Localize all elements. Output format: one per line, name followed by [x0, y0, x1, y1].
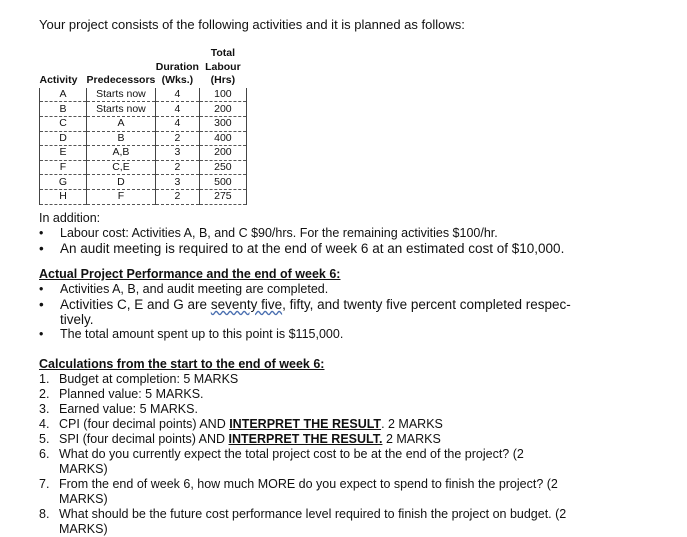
- actual-bullet-percent: [39, 297, 571, 327]
- table-row: [40, 189, 247, 204]
- percent-text-wavy: seventy five: [210, 297, 283, 312]
- duration-cell: 3: [155, 146, 199, 161]
- addition-bullet-audit: • An audit meeting is required to at the end of week 6 at an estimated cost of $10,000.: [39, 241, 564, 256]
- duration-cell: 2: [155, 160, 199, 175]
- header-row-3: [40, 74, 247, 88]
- calc-item: 5. SPI (four decimal points) AND INTERPRET THE RESULT. 2 MARKS: [39, 432, 441, 446]
- labour-header-mid: Labour: [205, 60, 241, 73]
- labour-header-bottom: (Hrs): [210, 74, 236, 87]
- labour-cell: 275: [199, 189, 246, 204]
- calc-item: 8. What should be the future cost performance level required to finish the project on budget. (2 MARKS): [39, 507, 567, 536]
- predecessor-cell: Starts now: [87, 88, 156, 102]
- addition-heading: In addition:: [39, 211, 101, 225]
- percent-text-cont: tively.: [60, 312, 94, 327]
- labour-cell: 200: [199, 146, 246, 161]
- calc-item: 2. Planned value: 5 MARKS.: [39, 387, 204, 401]
- table-row: [40, 116, 247, 131]
- actual-bullet-completed: • Activities A, B, and audit meeting are completed.: [39, 282, 571, 297]
- predecessor-cell: A: [87, 116, 156, 131]
- labour-cell: 100: [199, 88, 246, 102]
- predecessor-cell: B: [87, 131, 156, 146]
- predecessor-cell: F: [87, 189, 156, 204]
- table-row: [40, 175, 247, 190]
- duration-cell: 2: [155, 131, 199, 146]
- calc-item: 6. What do you currently expect the total project cost to be at the end of the project? (2 MARKS): [39, 447, 524, 476]
- duration-header-top: Duration: [155, 60, 199, 73]
- addition-bullet-labour: • Labour cost: Activities A, B, and C $90/hrs. For the remaining activities $100/hr.: [39, 226, 564, 241]
- calc-item: 7. From the end of week 6, how much MORE do you expect to spend to finish the project? (2 MARKS): [39, 477, 558, 506]
- duration-cell: 2: [155, 189, 199, 204]
- percent-text-pre: Activities C, E and G are: [60, 297, 211, 312]
- table-row: [40, 88, 247, 102]
- addition-section: [39, 211, 564, 256]
- table-row: [40, 102, 247, 117]
- actual-section: [39, 267, 571, 342]
- activity-cell: E: [40, 146, 87, 161]
- header-row-2: [40, 61, 247, 75]
- calc-heading: Calculations from the start to the end of week 6:: [39, 357, 325, 371]
- activity-table: [39, 47, 247, 205]
- table-row: [40, 131, 247, 146]
- labour-cell: 200: [199, 102, 246, 117]
- header-row-1: [40, 47, 247, 61]
- labour-cell: 300: [199, 116, 246, 131]
- duration-cell: 4: [155, 102, 199, 117]
- activity-cell: F: [40, 160, 87, 175]
- duration-cell: 4: [155, 88, 199, 102]
- activity-cell: G: [40, 175, 87, 190]
- calc-item: 1. Budget at completion: 5 MARKS: [39, 372, 239, 386]
- predecessor-cell: A,B: [87, 146, 156, 161]
- labour-cell: 400: [199, 131, 246, 146]
- labour-cell: 500: [199, 175, 246, 190]
- labour-cell: 250: [199, 160, 246, 175]
- duration-header-bottom: (Wks.): [161, 74, 194, 87]
- intro-text: Your project consists of the following activities and it is planned as follows:: [39, 17, 465, 32]
- predecessors-header: Predecessors: [86, 74, 156, 87]
- table-row: [40, 146, 247, 161]
- predecessor-cell: D: [87, 175, 156, 190]
- activity-cell: A: [40, 88, 87, 102]
- actual-bullet-spent: • The total amount spent up to this point is $115,000.: [39, 327, 571, 342]
- predecessor-cell: C,E: [87, 160, 156, 175]
- predecessor-cell: Starts now: [87, 102, 156, 117]
- activity-header: Activity: [39, 74, 78, 87]
- actual-heading: Actual Project Performance and the end of week 6:: [39, 267, 341, 281]
- duration-cell: 3: [155, 175, 199, 190]
- calc-item: 3. Earned value: 5 MARKS.: [39, 402, 198, 416]
- duration-cell: 4: [155, 116, 199, 131]
- labour-header-top: Total: [210, 47, 236, 60]
- calc-item: 4. CPI (four decimal points) AND INTERPRET THE RESULT. 2 MARKS: [39, 417, 443, 431]
- activity-cell: B: [40, 102, 87, 117]
- activity-cell: D: [40, 131, 87, 146]
- activity-cell: H: [40, 189, 87, 204]
- table-row: [40, 160, 247, 175]
- calc-section: [39, 357, 574, 537]
- percent-text-post: , fifty, and twenty five percent completed respec-: [282, 297, 571, 312]
- activity-cell: C: [40, 116, 87, 131]
